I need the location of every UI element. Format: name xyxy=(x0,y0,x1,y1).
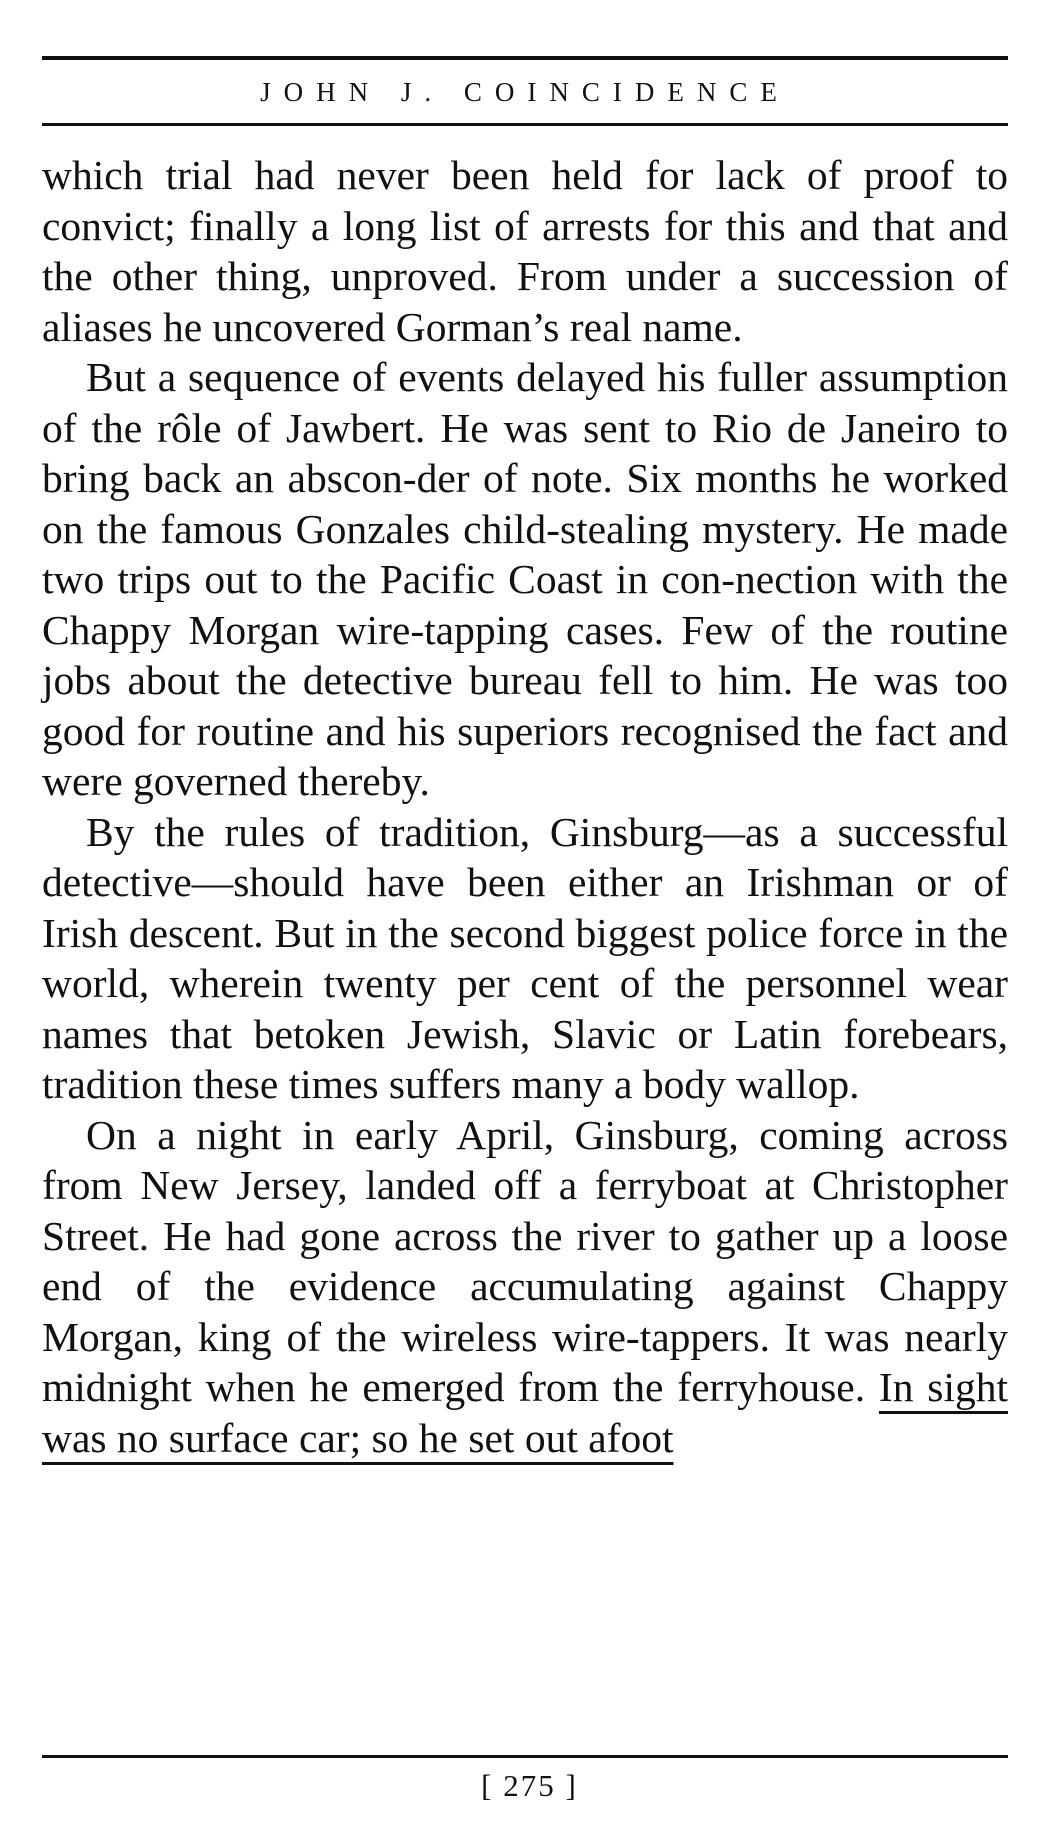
paragraph-2: But a sequence of events delayed his fuller assumption of the rôle of Jawbert. He was sent to Rio de Janeiro to bring back an abscon-der of note. Six months he worked on the famous Gonzales child-stealing mystery. He made two trips out to the Pacific Coast in con-nection with the Chappy Morgan wire-tapping cases. Few of the routine jobs about the detective bureau fell to him. He was too good for routine and his superiors recognised the fact and were governed thereby. xyxy=(42,354,1008,804)
paragraph-1: which trial had never been held for lack of proof to convict; finally a long list of arrests for this and that and the other thing, unproved. From under a succession of aliases he uncovered Gorman’s real name. xyxy=(42,152,1008,350)
page-number: [ 275 ] xyxy=(481,1768,578,1803)
header-rule-top xyxy=(42,56,1008,60)
paragraph-4-last-line: In sight was no surface car; so he set out afoot xyxy=(42,1364,1009,1461)
paragraph-3: By the rules of tradition, Ginsburg—as a successful detective—should have been either an Irishman or of Irish descent. But in the second biggest police force in the world, wherein twenty per cent of the personnel wear names that betoken Jewish, Slavic or Latin forebears, tradition these times suffers many a body wallop. xyxy=(42,808,1008,1107)
paragraph-4-text: On a night in early April, Ginsburg, coming across from New Jersey, landed off a ferryboat at Christopher Street. He had gone across the river to gather up a loose end of the evidence accumulating against Chappy Morgan, king of the wireless wire-tappers. It was nearly midnight when he emerged from the ferryhouse. xyxy=(42,1111,1008,1410)
footer-rule xyxy=(42,1755,1008,1758)
header-rule-bottom xyxy=(42,123,1008,126)
paragraph-4 xyxy=(42,1110,1008,1464)
running-head: JOHN J. COINCIDENCE xyxy=(260,77,790,107)
body-text xyxy=(42,150,1008,1463)
